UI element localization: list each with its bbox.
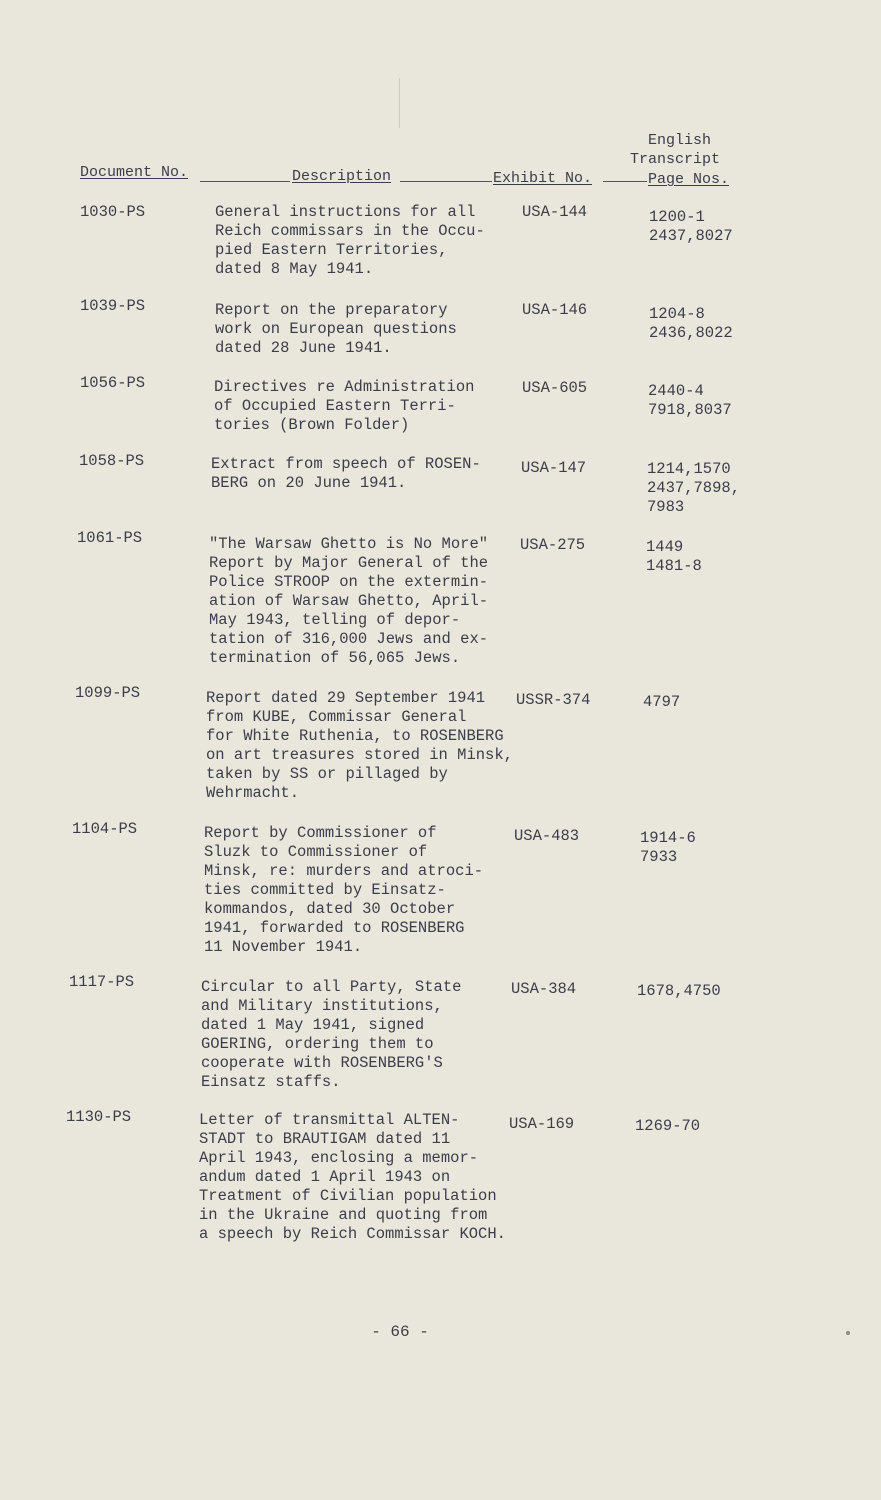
description: Directives re Administration of Occupied Eastern Terri- tories (Brown Folder) <box>214 378 475 434</box>
description: Letter of transmittal ALTEN- STADT to BRAUTIGAM dated 11 April 1943, enclosing a memor- andum dated 1 April 1943 on Treatment of Civilian population in the Ukraine and quoting from a speech by Reich Commissar KOCH. <box>199 1111 506 1243</box>
description: Report by Commissioner of Sluzk to Commissioner of Minsk, re: murders and atroci- ties committed by Einsatz- kommandos, dated 30 October 1941, forwarded to ROSENBERG 11 November 1941. <box>204 824 484 956</box>
document-number: 1056-PS <box>80 374 146 392</box>
document-number: 1104-PS <box>72 820 138 838</box>
description: Report dated 29 September 1941 from KUBE, Commissar General for White Ruthenia, to ROSENBERG on art treasures stored in Minsk, taken by SS or pillaged by Wehrmacht. <box>206 689 513 802</box>
exhibit-number: USA-275 <box>520 536 586 554</box>
description: Extract from speech of ROSEN- BERG on 20 June 1941. <box>211 455 481 492</box>
exhibit-number: USA-169 <box>509 1115 575 1133</box>
scan-dot <box>846 1331 850 1335</box>
exhibit-number: USA-147 <box>521 459 587 477</box>
transcript-pages: 4797 <box>643 693 681 711</box>
header-rule <box>200 181 290 182</box>
header-english: English <box>648 132 712 149</box>
header-exhibit-no: Exhibit No. <box>493 170 593 187</box>
document-number: 1058-PS <box>79 452 145 470</box>
description: "The Warsaw Ghetto is No More" Report by Major General of the Police STROOP on the extermin- ation of Warsaw Ghetto, April- May 1943, telling of depor- tation of 316,000 Jews and ex- termination of 56,065 Jews. <box>209 535 489 667</box>
header-description: Description <box>292 168 392 185</box>
transcript-pages: 1214,1570 2437,7898, 7983 <box>647 460 741 516</box>
document-number: 1061-PS <box>77 529 143 547</box>
document-number: 1030-PS <box>80 203 146 221</box>
description: Report on the preparatory work on European questions dated 28 June 1941. <box>215 301 457 357</box>
transcript-pages: 1269-70 <box>635 1117 701 1135</box>
document-number: 1117-PS <box>69 973 135 991</box>
transcript-pages: 1678,4750 <box>637 982 721 1000</box>
page-number: - 66 - <box>371 1323 429 1341</box>
exhibit-number: USA-483 <box>514 827 580 845</box>
exhibit-number: USA-144 <box>522 203 588 221</box>
header-transcript: Transcript <box>630 151 721 168</box>
header-document-no: Document No. <box>80 164 189 181</box>
header-rule <box>603 181 647 182</box>
transcript-pages: 2440-4 7918,8037 <box>648 382 732 419</box>
header-rule <box>400 181 492 182</box>
transcript-pages: 1204-8 2436,8022 <box>649 305 733 342</box>
exhibit-number: USA-384 <box>511 980 577 998</box>
document-number: 1099-PS <box>75 684 141 702</box>
description: Circular to all Party, State and Military institutions, dated 1 May 1941, signed GOERING, ordering them to cooperate with ROSENBERG'S Einsatz staffs. <box>201 978 462 1091</box>
exhibit-number: USSR-374 <box>516 691 591 709</box>
transcript-pages: 1914-6 7933 <box>640 829 696 866</box>
description: General instructions for all Reich commissars in the Occu- pied Eastern Territories, dated 8 May 1941. <box>215 203 485 278</box>
exhibit-number: USA-146 <box>522 301 588 319</box>
exhibit-number: USA-605 <box>522 379 588 397</box>
header-page-nos: Page Nos. <box>648 171 730 188</box>
document-number: 1039-PS <box>80 297 146 315</box>
transcript-pages: 1200-1 2437,8027 <box>649 208 733 245</box>
scan-mark <box>399 78 400 128</box>
transcript-pages: 1449 1481-8 <box>646 538 702 575</box>
document-number: 1130-PS <box>66 1108 132 1126</box>
